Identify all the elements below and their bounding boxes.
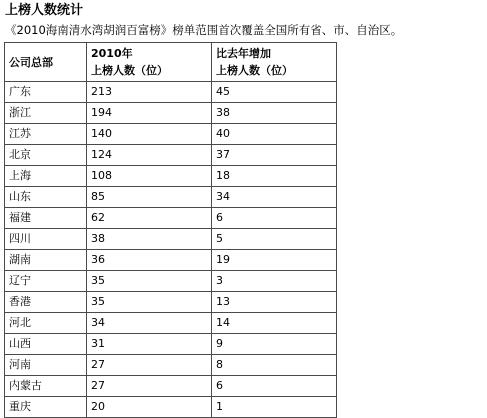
cell-count: 108 [87, 166, 212, 187]
cell-region: 河南 [5, 355, 87, 376]
table-row [5, 229, 337, 250]
table-row [5, 397, 337, 418]
cell-count: 35 [87, 292, 212, 313]
cell-count: 194 [87, 103, 212, 124]
cell-count: 140 [87, 124, 212, 145]
cell-region: 内蒙古 [5, 376, 87, 397]
cell-increase: 8 [212, 355, 337, 376]
cell-count: 36 [87, 250, 212, 271]
table-row [5, 145, 337, 166]
table-row [5, 376, 337, 397]
header-increase-line1: 比去年增加 [216, 47, 271, 60]
table-row [5, 250, 337, 271]
cell-region: 湖南 [5, 250, 87, 271]
cell-increase: 9 [212, 334, 337, 355]
header-row [5, 43, 337, 82]
header-count-line2: 上榜人数（位） [91, 64, 168, 77]
table-header [5, 43, 337, 82]
cell-region: 江苏 [5, 124, 87, 145]
cell-count: 85 [87, 187, 212, 208]
table-row [5, 271, 337, 292]
page-subtitle: 《2010海南清水湾胡润百富榜》榜单范围首次覆盖全国所有省、市、自治区。 [5, 23, 403, 37]
table-row [5, 103, 337, 124]
cell-region: 山东 [5, 187, 87, 208]
cell-count: 20 [87, 397, 212, 418]
cell-region: 山西 [5, 334, 87, 355]
cell-increase: 40 [212, 124, 337, 145]
cell-region: 福建 [5, 208, 87, 229]
cell-increase: 14 [212, 313, 337, 334]
table-body [5, 82, 337, 418]
stats-table [4, 42, 337, 418]
cell-count: 31 [87, 334, 212, 355]
table-row [5, 82, 337, 103]
cell-increase: 6 [212, 376, 337, 397]
cell-region: 四川 [5, 229, 87, 250]
cell-region: 上海 [5, 166, 87, 187]
table-row [5, 313, 337, 334]
header-count [87, 43, 212, 82]
cell-region: 辽宁 [5, 271, 87, 292]
cell-increase: 45 [212, 82, 337, 103]
cell-increase: 38 [212, 103, 337, 124]
table-row [5, 208, 337, 229]
table-row [5, 187, 337, 208]
table-row [5, 355, 337, 376]
header-increase [212, 43, 337, 82]
cell-count: 35 [87, 271, 212, 292]
cell-increase: 1 [212, 397, 337, 418]
cell-count: 27 [87, 355, 212, 376]
cell-increase: 3 [212, 271, 337, 292]
cell-count: 213 [87, 82, 212, 103]
cell-region: 香港 [5, 292, 87, 313]
cell-increase: 6 [212, 208, 337, 229]
header-count-line1: 2010年 [91, 47, 133, 60]
cell-count: 124 [87, 145, 212, 166]
cell-region: 浙江 [5, 103, 87, 124]
cell-increase: 19 [212, 250, 337, 271]
cell-count: 34 [87, 313, 212, 334]
cell-count: 62 [87, 208, 212, 229]
cell-region: 北京 [5, 145, 87, 166]
cell-region: 广东 [5, 82, 87, 103]
cell-increase: 34 [212, 187, 337, 208]
table-row [5, 292, 337, 313]
cell-count: 27 [87, 376, 212, 397]
cell-increase: 18 [212, 166, 337, 187]
cell-region: 重庆 [5, 397, 87, 418]
cell-increase: 5 [212, 229, 337, 250]
page-title: 上榜人数统计 [5, 3, 84, 18]
cell-increase: 13 [212, 292, 337, 313]
cell-count: 38 [87, 229, 212, 250]
header-region: 公司总部 [5, 43, 87, 82]
table-row [5, 166, 337, 187]
header-increase-line2: 上榜人数（位） [216, 64, 293, 77]
cell-increase: 37 [212, 145, 337, 166]
table-row [5, 334, 337, 355]
cell-region: 河北 [5, 313, 87, 334]
table-row [5, 124, 337, 145]
